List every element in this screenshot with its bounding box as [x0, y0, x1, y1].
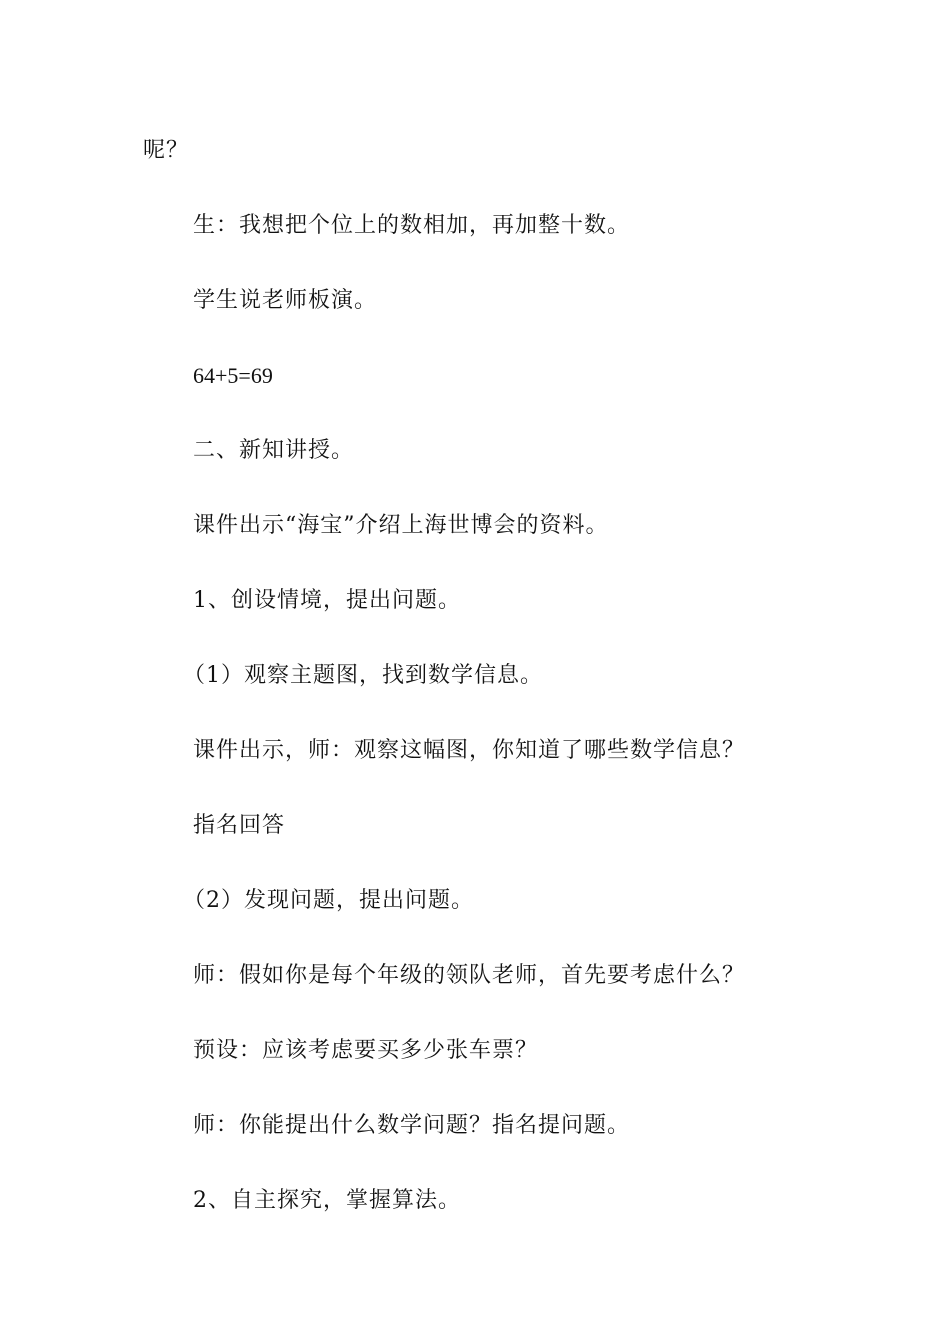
- text-line-board-demo: 学生说老师板演。: [193, 288, 378, 313]
- subheading-explore: 2、自主探究，掌握算法。: [193, 1188, 461, 1213]
- text-line-student-answer: 生：我想把个位上的数相加，再加整十数。: [193, 213, 631, 238]
- text-line-discover-problem: （2）发现问题，提出问题。: [183, 888, 474, 913]
- text-line-continuation: 呢？: [143, 138, 190, 163]
- text-line-call-on-student: 指名回答: [193, 813, 286, 838]
- text-line-teacher-prompt: 师：你能提出什么数学问题？指名提问题。: [193, 1113, 631, 1138]
- text-line-teacher-question: 课件出示，师：观察这幅图，你知道了哪些数学信息？: [193, 738, 746, 763]
- subheading-create-situation: 1、创设情境，提出问题。: [193, 588, 461, 613]
- text-line-observe-image: （1）观察主题图，找到数学信息。: [183, 663, 543, 688]
- text-line-equation: 64+5=69: [193, 363, 273, 388]
- text-line-courseware: 课件出示“海宝”介绍上海世博会的资料。: [193, 513, 609, 538]
- text-line-preset: 预设：应该考虑要买多少张车票？: [193, 1038, 539, 1063]
- section-heading-new-knowledge: 二、新知讲授。: [193, 438, 355, 463]
- text-line-teacher-lead: 师：假如你是每个年级的领队老师，首先要考虑什么？: [193, 963, 746, 988]
